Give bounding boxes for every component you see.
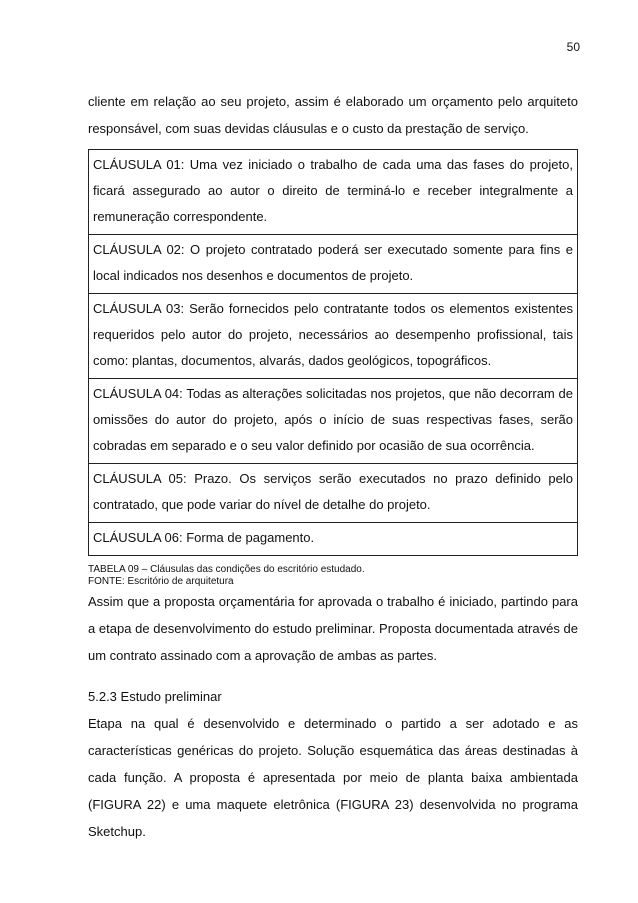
table-row [89, 150, 578, 235]
table-caption-block [88, 564, 578, 588]
table-row [89, 379, 578, 464]
table-row [89, 523, 578, 556]
clause-06-cell: CLÁUSULA 06: Forma de pagamento. [89, 523, 578, 556]
paragraph-after-table: Assim que a proposta orçamentária for aprovada o trabalho é iniciado, partindo para a etapa de desenvolvimento do estudo preliminar. Proposta documentada através de um contrato assinado com a aprovação de ambas as partes. [88, 594, 578, 663]
section-heading: 5.2.3 Estudo preliminar [88, 689, 222, 704]
intro-paragraph: cliente em relação ao seu projeto, assim é elaborado um orçamento pelo arquiteto responsável, com suas devidas cláusulas e o custo da prestação de serviço. [88, 94, 578, 136]
section-paragraph: Etapa na qual é desenvolvido e determinado o partido a ser adotado e as características genéricas do projeto. Solução esquemática das áreas destinadas à cada função. A proposta é apresentada por meio de planta baixa ambientada (FIGURA 22) e uma maquete eletrônica (FIGURA 23) desenvolvida no programa Sketchup. [88, 716, 578, 839]
clauses-table [88, 149, 578, 556]
table-row [89, 464, 578, 523]
clause-05-cell: CLÁUSULA 05: Prazo. Os serviços serão executados no prazo definido pelo contratado, que pode variar do nível de detalhe do projeto. [89, 464, 578, 523]
table-caption: TABELA 09 – Cláusulas das condições do escritório estudado. [88, 564, 365, 575]
table-row [89, 235, 578, 294]
clause-02-cell: CLÁUSULA 02: O projeto contratado poderá ser executado somente para fins e local indicados nos desenhos e documentos de projeto. [89, 235, 578, 294]
clause-04-cell: CLÁUSULA 04: Todas as alterações solicitadas nos projetos, que não decorram de omissões do autor do projeto, após o início de suas respectivas fases, serão cobradas em separado e o seu valor definido por ocasião de sua ocorrência. [89, 379, 578, 464]
page-number: 50 [566, 40, 580, 54]
table-source: FONTE: Escritório de arquitetura [88, 576, 234, 587]
page-content [88, 88, 578, 845]
clause-01-cell: CLÁUSULA 01: Uma vez iniciado o trabalho de cada uma das fases do projeto, ficará assegurado ao autor o direito de terminá-lo e receber integralmente a remuneração correspondente. [89, 150, 578, 235]
table-row [89, 294, 578, 379]
clause-03-cell: CLÁUSULA 03: Serão fornecidos pelo contratante todos os elementos existentes requeridos pelo autor do projeto, necessários ao desempenho profissional, tais como: plantas, documentos, alvarás, dados geológicos, topográficos. [89, 294, 578, 379]
